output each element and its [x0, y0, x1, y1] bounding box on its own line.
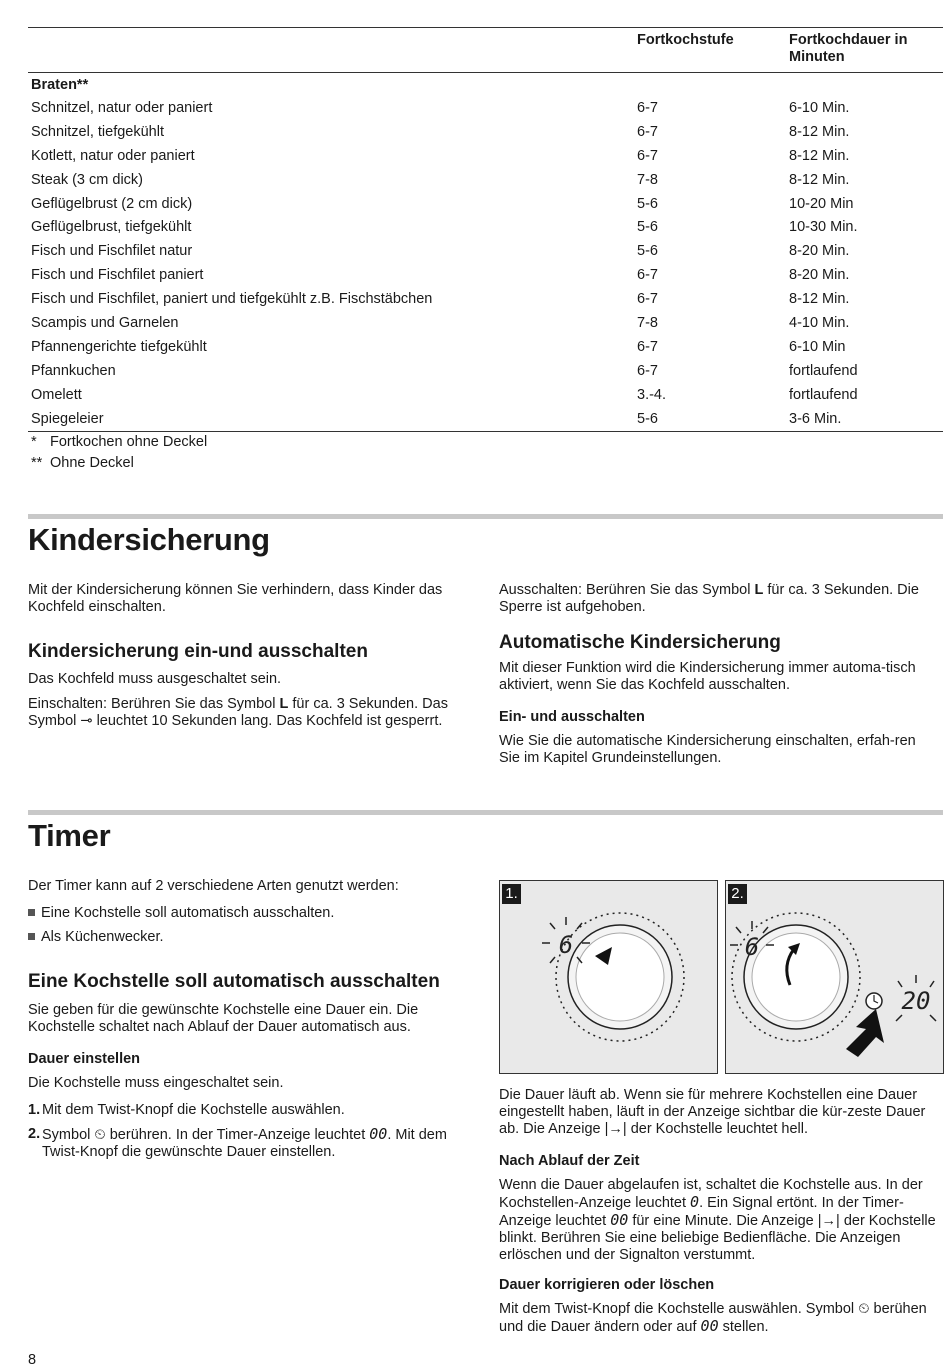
- text-part: . Ein Signal ertönt. In der Timer-Anzeige leuchtet: [499, 1195, 904, 1229]
- table-row: [28, 193, 943, 217]
- timer-subheading-after-time: Nach Ablauf der Zeit: [499, 1153, 640, 1169]
- cell-duration: fortlaufend: [789, 362, 858, 379]
- table-row: [28, 408, 943, 432]
- knob-timer-illustration: [726, 881, 943, 1073]
- cell-level: 6-7: [637, 362, 658, 379]
- timer-subheading-auto-off: Eine Kochstelle soll automatisch ausschalten: [28, 971, 440, 992]
- cell-level: 5-6: [637, 195, 658, 212]
- table-row: [28, 336, 943, 360]
- step-text: [42, 1126, 482, 1161]
- timer-precondition: Die Kochstelle muss eingeschaltet sein.: [28, 1075, 284, 1091]
- cell-duration: 8-12 Min.: [789, 291, 850, 308]
- table-row: [28, 121, 943, 145]
- press-arrow-icon: [846, 1009, 884, 1057]
- cell-dish: Schnitzel, tiefgekühlt: [31, 123, 164, 140]
- timer-clock-icon: ⏲: [94, 1127, 106, 1143]
- cell-duration: 3-6 Min.: [789, 410, 842, 427]
- cell-duration: 8-12 Min.: [789, 147, 850, 164]
- table-row: [28, 240, 943, 264]
- col-header-duration: Fortkochdauer in Minuten: [789, 32, 908, 65]
- text-part: Symbol: [42, 1127, 91, 1143]
- kinder-precondition: Das Kochfeld muss ausgeschaltet sein.: [28, 671, 282, 687]
- cell-dish: Geflügelbrust (2 cm dick): [31, 195, 193, 212]
- timer-subheading-set-duration: Dauer einstellen: [28, 1051, 141, 1067]
- arrow-bar-icon: |→|: [817, 1213, 840, 1229]
- l-symbol: L: [754, 582, 764, 598]
- text-part: berühen und die Dauer ändern oder auf: [499, 1301, 927, 1335]
- table-group-title: Braten**: [31, 77, 89, 93]
- text-part: Ausschalten: Berühren Sie das Symbol: [499, 582, 751, 598]
- figure-label: 2.: [728, 884, 747, 904]
- twist-knob-face: [576, 933, 664, 1021]
- cell-duration: 8-20 Min.: [789, 243, 850, 260]
- level-display: 6: [558, 931, 574, 959]
- cell-level: 7-8: [637, 171, 658, 188]
- text-part: der Kochstelle leuchtet hell.: [630, 1121, 809, 1137]
- section-divider: [28, 810, 943, 815]
- text-part: stellen.: [722, 1319, 769, 1335]
- bullet-icon: [28, 933, 35, 940]
- segment-display-00: 00: [610, 1211, 629, 1229]
- cell-duration: 6-10 Min: [789, 338, 846, 355]
- timer-display: 20: [901, 987, 931, 1015]
- timer-after-time-text: [499, 1177, 939, 1264]
- text-part: . Mit dem Twist-Knopf die gewünschte Dauer einstellen.: [42, 1127, 447, 1160]
- cell-level: 5-6: [637, 410, 658, 427]
- table-row: [28, 360, 943, 384]
- footnote-mark: **: [31, 454, 43, 471]
- table-row: [28, 384, 943, 408]
- kinder-subheading-auto: Automatische Kindersicherung: [499, 632, 781, 653]
- text-part: Mit dem Twist-Knopf die Kochstelle auswählen. Symbol: [499, 1301, 855, 1317]
- timer-intro: Der Timer kann auf 2 verschiedene Arten genutzt werden:: [28, 878, 399, 894]
- level-display: 6: [744, 933, 760, 961]
- cell-duration: fortlaufend: [789, 386, 858, 403]
- cell-duration: 8-12 Min.: [789, 171, 850, 188]
- table-row: [28, 312, 943, 336]
- list-item: [28, 905, 334, 922]
- timer-clock-icon: ⏲: [858, 1301, 870, 1317]
- cell-dish: Schnitzel, natur oder paniert: [31, 100, 213, 116]
- footnote-text: Ohne Deckel: [50, 454, 134, 471]
- cell-dish: Fisch und Fischfilet, paniert und tiefgekühlt z.B. Fischstäbchen: [31, 291, 433, 308]
- table-row: [28, 288, 943, 312]
- cell-level: 6-7: [637, 267, 658, 284]
- cell-level: 6-7: [637, 123, 658, 140]
- kinder-switch-on-text: [28, 696, 463, 730]
- cell-level: 7-8: [637, 315, 658, 332]
- footnote-mark: *: [31, 434, 37, 451]
- cell-level: 5-6: [637, 243, 658, 260]
- cell-level: 6-7: [637, 291, 658, 308]
- cell-dish: Steak (3 cm dick): [31, 171, 143, 188]
- cell-level: 3.-4.: [637, 386, 667, 403]
- table-row: [28, 264, 943, 288]
- step-text: Mit dem Twist-Knopf die Kochstelle auswählen.: [42, 1102, 345, 1118]
- text-part: leuchtet 10 Sekunden lang. Das Kochfeld ist gesperrt.: [96, 713, 443, 729]
- step-number: 1.: [28, 1102, 41, 1118]
- col-header-level: Fortkochstufe: [637, 32, 734, 48]
- timer-subheading-correct: Dauer korrigieren oder löschen: [499, 1277, 715, 1293]
- knob-illustration: [500, 881, 717, 1073]
- text-part: Einschalten: Berühren Sie das Symbol: [28, 696, 276, 712]
- cell-dish: Fisch und Fischfilet paniert: [31, 267, 204, 284]
- key-lock-icon: ⊸: [80, 713, 93, 729]
- list-item-text: Als Küchenwecker.: [41, 929, 164, 945]
- l-symbol: L: [279, 696, 289, 712]
- illustration-step-1: [499, 880, 718, 1074]
- cell-duration: 8-12 Min.: [789, 123, 850, 140]
- cell-dish: Pfannkuchen: [31, 362, 116, 379]
- cell-dish: Kotlett, natur oder paniert: [31, 147, 195, 164]
- section-title-kindersicherung: Kindersicherung: [28, 522, 270, 557]
- segment-display-00: 00: [700, 1317, 719, 1335]
- cell-dish: Omelett: [31, 386, 82, 403]
- text-part: Wenn die Dauer abgelaufen ist, schaltet die Kochstelle aus. In der Kochstellen-Anzeige leuchtet: [499, 1177, 923, 1211]
- kinder-subheading-onoff: Ein- und ausschalten: [499, 709, 645, 725]
- bullet-icon: [28, 909, 35, 916]
- cell-dish: Geflügelbrust, tiefgekühlt: [31, 219, 192, 236]
- segment-display-0: 0: [690, 1193, 700, 1211]
- page-number: 8: [28, 1352, 37, 1368]
- table-row: [28, 97, 943, 121]
- timer-correct-text: [499, 1301, 939, 1336]
- cell-dish: Spiegeleier: [31, 410, 104, 427]
- text-part: für ca. 3 Sekunden. Die Sperre ist aufgehoben.: [499, 582, 919, 615]
- kinder-auto-text: Mit dieser Funktion wird die Kindersicherung immer automa-tisch aktiviert, wenn Sie das Kochfeld ausschalten.: [499, 660, 916, 693]
- cell-dish: Fisch und Fischfilet natur: [31, 243, 193, 260]
- footnote-text: Fortkochen ohne Deckel: [50, 434, 208, 451]
- text-part: berühren. In der Timer-Anzeige leuchtet: [109, 1127, 366, 1143]
- figure-label: 1.: [502, 884, 521, 904]
- section-divider: [28, 514, 943, 519]
- kinder-subheading-toggle: Kindersicherung ein-und ausschalten: [28, 641, 368, 662]
- step-number: 2.: [28, 1126, 41, 1142]
- cell-level: 5-6: [637, 219, 658, 236]
- text-part: Die Dauer läuft ab. Wenn sie für mehrere Kochstellen eine Dauer eingestellt haben, läuft in der Anzeige sichtbar die kür-zeste Dauer ab. Die Anzeige: [499, 1087, 926, 1137]
- kinder-onoff-text: Wie Sie die automatische Kindersicherung einschalten, erfah-ren Sie im Kapitel Grundeinstellungen.: [499, 733, 916, 766]
- cell-duration: 10-30 Min.: [789, 219, 858, 236]
- text-part: für eine Minute. Die Anzeige: [632, 1213, 814, 1229]
- cooking-table: [28, 27, 943, 473]
- table-row: [28, 145, 943, 169]
- cell-duration: 4-10 Min.: [789, 315, 850, 332]
- kinder-intro: Mit der Kindersicherung können Sie verhindern, dass Kinder das Kochfeld einschalten.: [28, 582, 443, 615]
- timer-auto-off-text: Sie geben für die gewünschte Kochstelle eine Dauer ein. Die Kochstelle schaltet nach Ablauf der Dauer automatisch aus.: [28, 1002, 419, 1035]
- kinder-switch-off-text: [499, 582, 939, 616]
- timer-running-text: [499, 1087, 939, 1138]
- illustration-step-2: [725, 880, 944, 1074]
- footnote: [28, 453, 943, 474]
- cell-dish: Pfannengerichte tiefgekühlt: [31, 338, 207, 355]
- cell-duration: 10-20 Min: [789, 195, 854, 212]
- list-item: [28, 929, 164, 946]
- cell-level: 6-7: [637, 147, 658, 164]
- footnote: [28, 432, 943, 453]
- segment-display-00: 00: [369, 1125, 388, 1143]
- cell-level: 6-7: [637, 338, 658, 355]
- table-header: [28, 27, 943, 73]
- text-part: der Kochstelle blinkt. Berühren Sie eine beliebige Bedienfläche. Die Anzeigen erlöschen und der Signalton verstummt.: [499, 1213, 936, 1263]
- list-item-text: Eine Kochstelle soll automatisch ausschalten.: [41, 905, 335, 921]
- table-row: [28, 169, 943, 193]
- table-row: [28, 216, 943, 240]
- cell-duration: 8-20 Min.: [789, 267, 850, 284]
- section-title-timer: Timer: [28, 818, 111, 853]
- arrow-bar-icon: |→|: [604, 1121, 627, 1137]
- cell-level: 6-7: [637, 100, 658, 116]
- cell-duration: 6-10 Min.: [789, 100, 850, 116]
- cell-dish: Scampis und Garnelen: [31, 315, 179, 332]
- text-part: für ca. 3 Sekunden. Das Symbol: [28, 696, 448, 729]
